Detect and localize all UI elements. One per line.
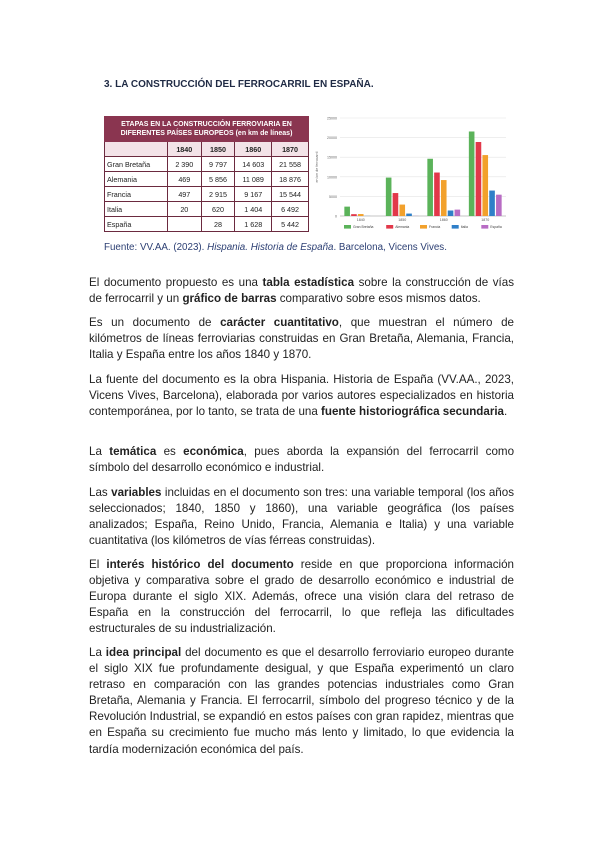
paragraph-text: Es un documento de — [89, 316, 221, 329]
table-cell: 5 442 — [272, 217, 309, 232]
bar-francia-1870 — [482, 155, 488, 216]
bar-gran-breta-a-1840 — [344, 207, 350, 216]
paragraph-text: La fuente del documento es la obra Hispania. Historia de España (VV.AA., 2023, Vicens Vives, Barcelona), elaborada por varios autores especializados en historia contemporánea, por lo tanto, se trata de una — [89, 373, 514, 419]
paragraph-text: , pues aborda la expansión del ferrocarril como símbolo del desarrollo económico e industrial. — [89, 445, 515, 475]
table-row — [105, 217, 309, 232]
paragraph — [89, 557, 514, 637]
table-cell: 1 628 — [235, 217, 272, 232]
bar-espa-a-1860 — [455, 210, 461, 216]
table-year-header: 1840 — [168, 142, 202, 157]
bar-italia-1850 — [406, 214, 412, 216]
paragraph-text: reside en que proporciona información objetiva y comparativa sobre el grado de desarrollo económico e industrial de Europa durante el siglo XIX. Además, ofrece una visión clara del retraso de España en la construcción del ferrocarril, lo que refleja las dificultades estructurales de su industrialización. — [89, 558, 514, 636]
x-tick-label: 1860 — [439, 218, 448, 222]
bar-francia-1850 — [399, 205, 405, 216]
table-row — [105, 157, 309, 172]
table-cell: 11 089 — [235, 172, 272, 187]
bar-alemania-1850 — [393, 193, 399, 216]
legend-swatch — [452, 225, 459, 229]
railway-bar-chart — [312, 112, 510, 238]
table-corner — [105, 142, 168, 157]
bar-gran-breta-a-1860 — [427, 159, 433, 216]
table-year-header: 1850 — [201, 142, 235, 157]
y-tick-label: 15000 — [327, 155, 337, 160]
paragraph-text: La — [89, 646, 106, 659]
x-tick-label: 1870 — [481, 218, 490, 222]
table-title: ETAPAS EN LA CONSTRUCCIÓN FERROVIARIA EN DIFERENTES PAÍSES EUROPEOS (en km de líneas) — [105, 117, 309, 142]
table-cell: 2 915 — [201, 187, 235, 202]
bold-term: variables — [111, 486, 162, 499]
paragraph — [89, 645, 514, 758]
table-cell: 9 797 — [201, 157, 235, 172]
table-row — [105, 187, 309, 202]
bold-term: tabla estadística — [262, 276, 355, 289]
paragraph-text: La — [89, 445, 110, 458]
bar-francia-1840 — [358, 214, 364, 216]
table-country: España — [105, 217, 168, 232]
paragraph-text: incluidas en el documento son tres: una variable temporal (los años seleccionados; 1840, 1850 y 1860), una variable geográfica (los países analizados; España, Reino Unido, Francia, Alemania e Italia) y una variable cuantitativa (los kilómetros de vías férreas construidas). — [89, 486, 514, 548]
legend-swatch — [481, 225, 488, 229]
paragraph-text: es — [156, 445, 184, 458]
railway-table — [104, 116, 309, 232]
table-cell: 18 876 — [272, 172, 309, 187]
bold-term: interés histórico del documento — [106, 558, 294, 571]
bar-francia-1860 — [441, 180, 447, 216]
source-caption — [104, 242, 447, 253]
table-country: Italia — [105, 202, 168, 217]
legend-swatch — [344, 225, 351, 229]
table-country: Gran Bretaña — [105, 157, 168, 172]
paragraph — [89, 275, 514, 307]
bar-italia-1870 — [489, 191, 495, 216]
table-row — [105, 202, 309, 217]
bar-gran-breta-a-1870 — [469, 131, 475, 216]
table-cell: 1 404 — [235, 202, 272, 217]
table-cell: 20 — [168, 202, 202, 217]
legend-label: Francia — [429, 225, 441, 229]
paragraph-text: El — [89, 558, 107, 571]
y-tick-label: 20000 — [327, 136, 337, 141]
legend-label: Alemania — [395, 225, 410, 229]
legend-label: Italia — [460, 225, 468, 229]
paragraph-text: , que muestran el número de kilómetros de líneas ferroviarias construidas en Gran Bretaña, Alemania, Francia, Italia y España entre los años 1840 y 1870. — [89, 316, 514, 362]
table-cell: 28 — [201, 217, 235, 232]
legend-label: España — [490, 225, 502, 229]
bar-gran-breta-a-1850 — [386, 178, 392, 216]
source-prefix: Fuente: VV.AA. (2023). — [104, 242, 208, 253]
paragraph-text: El documento propuesto es una — [89, 276, 263, 289]
y-tick-label: 0 — [335, 214, 337, 219]
legend-swatch — [420, 225, 427, 229]
paragraph — [89, 485, 514, 549]
paragraph — [89, 444, 514, 476]
paragraph — [89, 315, 514, 363]
table-cell: 497 — [168, 187, 202, 202]
table-cell — [168, 217, 202, 232]
paragraph-text: sobre la construcción de vías de ferrocarril y un — [89, 276, 514, 306]
y-tick-label: 5000 — [329, 194, 337, 199]
bar-alemania-1840 — [351, 214, 357, 216]
bar-italia-1860 — [448, 210, 454, 216]
table-country: Alemania — [105, 172, 168, 187]
table-cell: 9 167 — [235, 187, 272, 202]
paragraph-text: comparativo sobre esos mismos datos. — [276, 292, 481, 306]
paragraph — [89, 372, 514, 420]
bold-term: fuente historiográfica secundaria — [321, 405, 505, 419]
table-cell: 15 544 — [272, 187, 309, 202]
x-tick-label: 1840 — [356, 218, 365, 222]
y-axis-label: en km de ferrocarril — [315, 151, 319, 183]
bold-term: temática — [109, 445, 157, 458]
table-cell: 5 856 — [201, 172, 235, 187]
bold-term: económica — [183, 445, 244, 458]
table-year-header: 1860 — [235, 142, 272, 157]
x-tick-label: 1850 — [398, 218, 407, 222]
paragraph-text: del documento es que el desarrollo ferroviario europeo durante el siglo XIX fue profundamente desigual, y que España experimentó un claro retraso en comparación con las grandes potencias industriales como Gran Bretaña, Alemania y Francia. El ferrocarril, símbolo del progreso técnico y de la Revolución Industrial, se expandió en estos países con gran rapidez, mientras que en España su crecimiento fue mucho más lento y limitado, lo que evidencia la tardía modernización económica del país. — [89, 646, 514, 756]
table-cell: 21 558 — [272, 157, 309, 172]
bold-term: idea principal — [105, 646, 182, 659]
table-cell: 469 — [168, 172, 202, 187]
table-row — [105, 172, 309, 187]
bar-alemania-1870 — [476, 142, 482, 216]
y-tick-label: 25000 — [327, 116, 337, 121]
table-cell: 2 390 — [168, 157, 202, 172]
bold-term: carácter cuantitativo — [220, 316, 339, 329]
paragraph-text: Las — [89, 486, 112, 499]
bold-term: gráfico de barras — [182, 292, 277, 306]
table-cell: 6 492 — [272, 202, 309, 217]
table-country: Francia — [105, 187, 168, 202]
table-cell: 14 603 — [235, 157, 272, 172]
legend-label: Gran Bretaña — [353, 225, 374, 229]
source-suffix: . Barcelona, Vicens Vives. — [333, 242, 447, 253]
table-cell: 620 — [201, 202, 235, 217]
bar-alemania-1860 — [434, 173, 440, 216]
legend-swatch — [386, 225, 393, 229]
source-work: Hispania. Historia de España — [207, 242, 334, 253]
bar-espa-a-1870 — [496, 195, 502, 216]
paragraph-text: . — [504, 405, 508, 419]
y-tick-label: 10000 — [327, 175, 337, 180]
table-year-header: 1870 — [272, 142, 309, 157]
section-heading: 3. LA CONSTRUCCIÓN DEL FERROCARRIL EN ESPAÑA. — [104, 79, 374, 90]
